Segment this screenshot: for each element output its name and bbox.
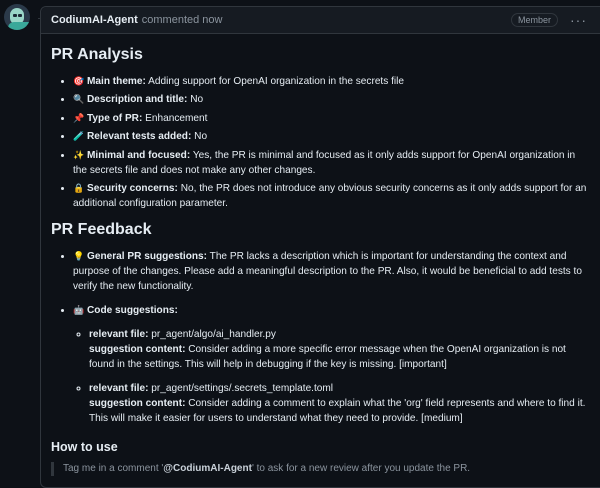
list-item	[73, 92, 591, 107]
item-text: No	[191, 131, 208, 143]
item-text: Enhancement	[142, 112, 208, 124]
item-text: Adding support for OpenAI organization in the secrets file	[145, 76, 404, 87]
content-label: suggestion content:	[89, 397, 186, 409]
feedback-heading: PR Feedback	[51, 220, 152, 238]
list-item	[73, 303, 591, 426]
list-item	[89, 381, 591, 426]
content-label: suggestion content:	[89, 343, 186, 355]
list-item	[73, 249, 591, 294]
list-item	[73, 181, 591, 211]
member-badge: Member	[511, 13, 558, 27]
comment-header	[41, 7, 600, 34]
item-label: Description and title:	[87, 94, 188, 106]
sparkles-icon: ✨	[73, 149, 85, 160]
analysis-heading: PR Analysis	[51, 46, 143, 63]
suggestion-text: Consider adding a more specific error message when the OpenAI organization is not found in the settings. This will help in debugging if the key is missing. [important]	[89, 343, 566, 370]
list-item	[73, 129, 591, 144]
author-link[interactable]: CodiumAI-Agent	[51, 14, 138, 26]
avatar[interactable]	[4, 4, 30, 30]
pin-icon: 📌	[73, 112, 85, 123]
kebab-menu-icon[interactable]: ···	[570, 12, 587, 28]
test-tube-icon: 🧪	[73, 131, 85, 142]
avatar-eye-left	[13, 14, 17, 17]
list-item	[73, 148, 591, 178]
item-label: Type of PR:	[87, 112, 143, 124]
lightbulb-icon: 💡	[73, 250, 85, 261]
item-label: General PR suggestions:	[87, 250, 208, 262]
feedback-list	[51, 249, 591, 426]
analysis-list	[51, 74, 591, 211]
item-label: Security concerns:	[87, 182, 178, 194]
target-icon: 🎯	[73, 76, 85, 86]
robot-icon: 🤖	[73, 304, 85, 315]
suggestion-text: Consider adding a comment to explain what the 'org' field represents and where to find it. This will make it easier for users to understand what they need to provide. [medium]	[89, 397, 586, 424]
file-label: relevant file:	[89, 382, 149, 394]
item-text: The PR lacks a description which is important for understanding the context and purpose of the changes. Please add a meaningful description to the PR. Also, it would be beneficial to add tests to verify the new functionality.	[73, 250, 582, 292]
file-path: pr_agent/settings/.secrets_template.toml	[148, 382, 334, 394]
item-label: Code suggestions:	[87, 304, 178, 316]
item-label: Minimal and focused:	[87, 149, 191, 161]
quote-prefix: Tag me in a comment '	[63, 462, 164, 474]
item-text: Yes, the PR is minimal and focused as it only adds support for OpenAI organization in the secrets file and does not make any other changes.	[73, 149, 576, 176]
list-item	[73, 111, 591, 126]
lock-icon: 🔒	[73, 182, 85, 193]
item-label: Relevant tests added:	[87, 131, 192, 143]
how-to-use-heading: How to use	[51, 439, 118, 454]
avatar-eye-right	[18, 14, 22, 17]
quote-suffix: ' to ask for a new review after you update the PR.	[251, 462, 471, 474]
item-label: Main theme:	[87, 76, 146, 87]
file-label: relevant file:	[89, 328, 149, 340]
list-item	[89, 327, 591, 372]
avatar-body	[8, 22, 30, 30]
item-text: No, the PR does not introduce any obvious security concerns as it only adds support for an additional configuration parameter.	[73, 182, 587, 209]
file-path: pr_agent/algo/ai_handler.py	[148, 328, 276, 340]
comment-card	[40, 6, 600, 488]
list-item	[73, 74, 591, 89]
comment-timestamp[interactable]: commented now	[141, 14, 223, 26]
item-text: No	[187, 94, 204, 106]
agent-mention[interactable]: @CodiumAI-Agent	[163, 462, 252, 474]
code-suggestions-list	[73, 327, 591, 426]
magnifier-icon: 🔍	[73, 94, 85, 105]
comment-body	[41, 34, 600, 476]
